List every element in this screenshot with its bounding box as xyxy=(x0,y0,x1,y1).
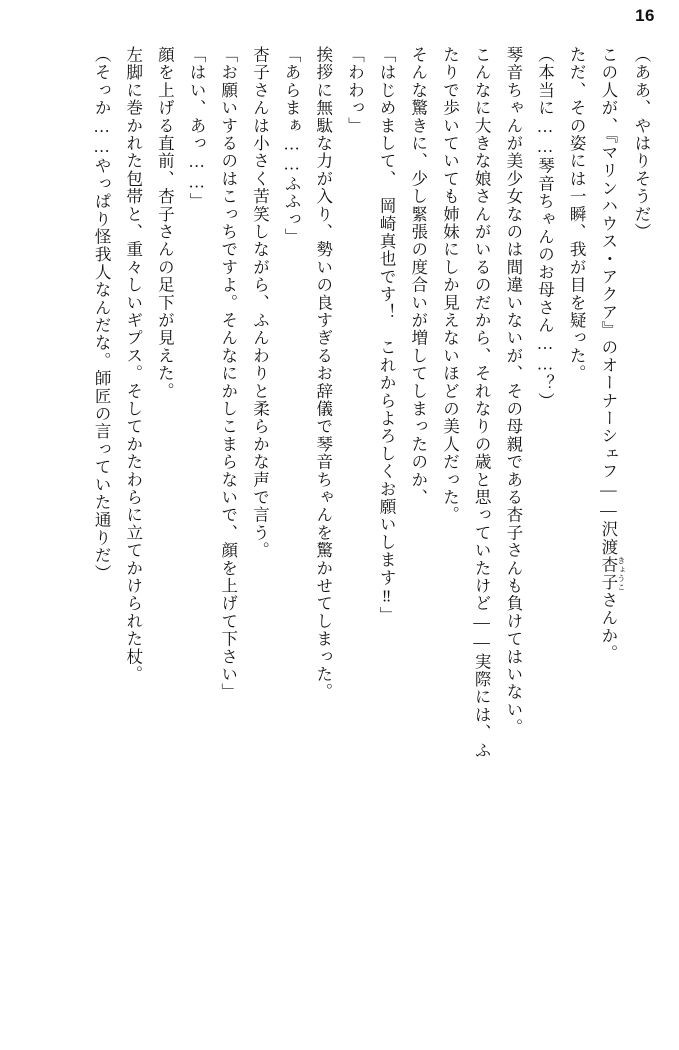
text-line: 琴音ちゃんが美少女なのは間違いないが、その母親である杏子さんも負けてはいない。 xyxy=(503,46,523,737)
text-line: 杏子さんは小さく苦笑しながら、ふんわりと柔らかな声で言う。 xyxy=(250,46,270,560)
text-line: こんなに大きな娘さんがいるのだから、それなりの歳と思っていたけど――実際には、ふ xyxy=(472,46,492,759)
ruby-reading: きょうこ xyxy=(616,556,626,592)
text-line: 顔を上げる直前、杏子さんの足下が見えた。 xyxy=(155,46,175,400)
text-line: （ああ、やはりそうだ） xyxy=(632,46,651,241)
text-line: 挨拶に無駄な力が入り、勢いの良すぎるお辞儀で琴音ちゃんを驚かせてしまった。 xyxy=(313,46,333,701)
text-line: ただ、その姿には一瞬、我が目を疑った。 xyxy=(567,46,587,383)
ruby-annotation: 杏子 きょうこ xyxy=(598,556,626,592)
text-line: たりで歩いていても姉妹にしか見えないほどの美人だった。 xyxy=(440,46,460,524)
text-line: この人が、『マリンハウス・アクア』のオーナーシェフ――沢渡杏子 きょうこさんか。 xyxy=(598,46,626,663)
text-line: 「はい、あっ……」 xyxy=(187,46,207,211)
text-line: 「はじめまして、 岡崎真也です！ これからよろしくお願いします‼」 xyxy=(377,46,397,625)
page-text-body xyxy=(22,46,657,1032)
text-line: 「お願いするのはこっちですよ。そんなにかしこまらないで、顔を上げて下さい」 xyxy=(218,46,238,701)
text-line: 「わわっ」 xyxy=(345,46,365,135)
text-line: 「あらまぁ……ふふっ」 xyxy=(282,46,302,246)
page-number: 16 xyxy=(635,6,655,25)
text-line: （そっか……やっぱり怪我人なんだな。師匠の言っていた通りだ） xyxy=(92,46,112,582)
text-line: （本当に……琴音ちゃんのお母さん……？） xyxy=(535,46,555,410)
text-line: 左脚に巻かれた包帯と、重々しいギプス。そしてかたわらに立てかけられた杖。 xyxy=(123,46,143,684)
text-line: そんな驚きに、少し緊張の度合いが増してしまったのか、 xyxy=(408,46,428,507)
